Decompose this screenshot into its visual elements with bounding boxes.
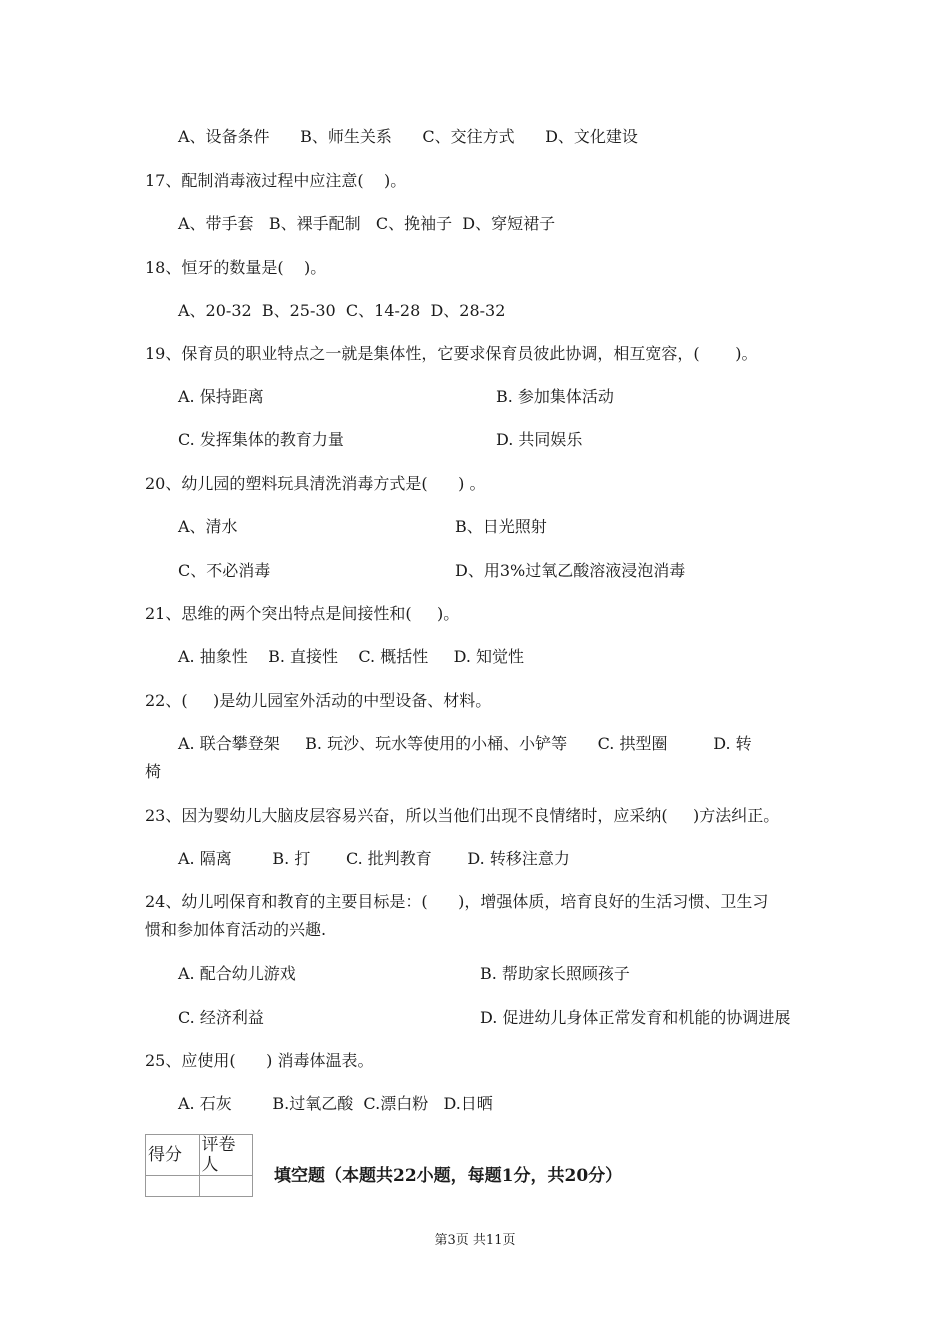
q20-option-c: C、不必消毒 [178,561,271,580]
q20-option-b: B、日光照射 [455,517,547,536]
q19-option-b: B. 参加集体活动 [496,387,614,406]
section-title: 填空题（本题共22小题，每题1分，共20分） [274,1166,623,1186]
q20-option-d: D、用3%过氧乙酸溶液浸泡消毒 [455,561,686,580]
q24-option-b: B. 帮助家长照顾孩子 [480,964,630,983]
q24-option-c: C. 经济利益 [178,1008,264,1027]
question-21: 21、思维的两个突出特点是间接性和( )。 [145,604,460,623]
q20-option-a: A、清水 [178,517,238,536]
q19-option-c: C. 发挥集体的教育力量 [178,430,344,449]
score-label: 得分 [146,1135,200,1176]
q19-option-d: D. 共同娱乐 [496,430,583,449]
question-24-line1: 24、幼儿吲保育和教育的主要目标是：( )，增强体质，培育良好的生活习惯、卫生习 [145,892,769,911]
grader-cell [199,1176,253,1197]
question-23: 23、因为婴幼儿大脑皮层容易兴奋，所以当他们出现不良情绪时，应采纳( )方法纠正。 [145,806,780,825]
q19-option-a: A. 保持距离 [178,387,264,406]
page-footer: 第3页 共11页 [434,1233,516,1248]
q16-options: A、设备条件 B、师生关系 C、交往方式 D、文化建设 [178,127,638,146]
question-19: 19、保育员的职业特点之一就是集体性，它要求保育员彼此协调，相互宽容，( )。 [145,344,758,363]
question-22: 22、( )是幼儿园室外活动的中型设备、材料。 [145,691,492,710]
question-18: 18、恒牙的数量是( )。 [145,258,327,277]
q21-options: A. 抽象性 B. 直接性 C. 概括性 D. 知觉性 [178,647,525,666]
question-20: 20、幼儿园的塑料玩具清洗消毒方式是( ) 。 [145,474,486,493]
q24-option-d: D. 促进幼儿身体正常发育和机能的协调进展 [480,1008,791,1027]
q24-option-a: A. 配合幼儿游戏 [178,964,296,983]
q22-options: A. 联合攀登架 B. 玩沙、玩水等使用的小桶、小铲等 C. 拱型圈 D. 转 [178,734,752,753]
q18-options: A、20-32 B、25-30 C、14-28 D、28-32 [178,301,506,320]
question-17: 17、配制消毒液过程中应注意( )。 [145,171,407,190]
q17-options: A、带手套 B、裸手配制 C、挽袖子 D、穿短裙子 [178,214,556,233]
q25-options: A. 石灰 B.过氧乙酸 C.漂白粉 D.日晒 [178,1094,493,1113]
question-25: 25、应使用( ) 消毒体温表。 [145,1051,374,1070]
score-box [145,1134,253,1197]
q22-options-cont: 椅 [145,762,162,781]
score-cell [146,1176,200,1197]
question-24-line2: 惯和参加体育活动的兴趣. [145,920,327,939]
grader-label: 评卷人 [199,1135,253,1176]
q23-options: A. 隔离 B. 打 C. 批判教育 D. 转移注意力 [178,849,570,868]
